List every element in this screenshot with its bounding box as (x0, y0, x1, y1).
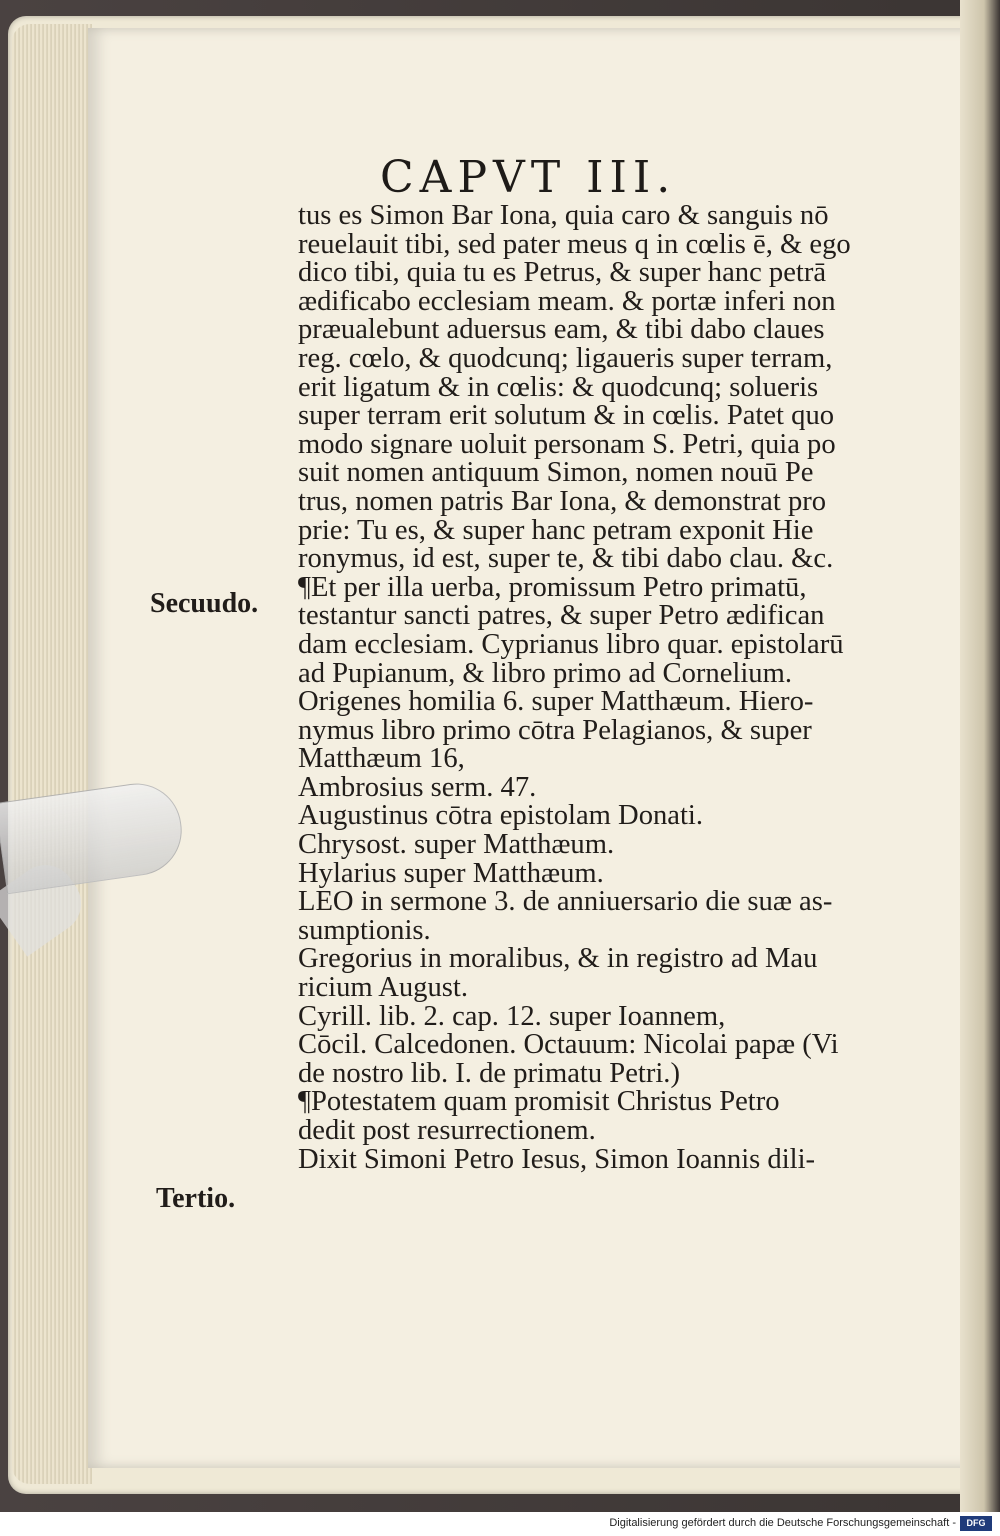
text-line: ad Pupianum, & libro primo ad Cornelium. (298, 659, 792, 689)
text-line: trus, nomen patris Bar Iona, & demonstrat pro (298, 487, 827, 517)
text-line: præualebunt aduersus eam, & tibi dabo claues (298, 316, 825, 345)
text-line: reuelauit tibi, sed pater meus q in cœlis ē, & ego (298, 230, 851, 260)
dfg-logo: DFG (960, 1516, 992, 1531)
text-line: Augustinus cōtra epistolam Donati. (298, 802, 704, 832)
text-line: super terram erit solutum & in cœlis. Patet quo (298, 402, 835, 431)
text-line: dam ecclesiam. Cyprianus libro quar. epistolarū (298, 630, 844, 660)
text-line: de nostro lib. I. de primatu Petri.) (298, 1059, 680, 1089)
text-line: Cōcil. Calcedonen. Octauum: Nicolai papæ (Vi (298, 1031, 839, 1060)
text-line: Chrysost. super Matthæum. (298, 831, 615, 860)
text-line: ædificabo ecclesiam meam. & portæ inferi non (298, 287, 836, 317)
text-line: LEO in sermone 3. de anniuersario die suæ as- (298, 888, 833, 917)
text-line: ricium August. (298, 974, 468, 1003)
text-line: prie: Tu es, & super hanc petram exponit Hie (298, 516, 814, 546)
text-line: testantur sancti patres, & super Petro ædifican (298, 602, 825, 631)
margin-note-secundo: Secuudo. (150, 588, 259, 619)
margin-note-tertio: Tertio. (156, 1183, 236, 1214)
funding-credit: Digitalisierung gefördert durch die Deutsche Forschungsgemeinschaft - (609, 1517, 956, 1529)
text-line: dico tibi, quia tu es Petrus, & super hanc petrā (298, 259, 827, 288)
text-line: Cyrill. lib. 2. cap. 12. super Ioannem, (298, 1002, 726, 1032)
text-line: suit nomen antiquum Simon, nomen nouū Pe (298, 459, 814, 488)
text-line: Dixit Simoni Petro Iesus, Simon Ioannis dili- (298, 1145, 816, 1175)
text-line: Ambrosius serm. 47. (298, 773, 537, 803)
page-edges (12, 24, 92, 1484)
text-line: reg. cœlo, & quodcunq; ligaueris super terram, (298, 344, 833, 374)
text-line: Origenes homilia 6. super Matthæum. Hiero- (298, 688, 814, 717)
page-gutter-right (960, 0, 1000, 1512)
text-line: ronymus, id est, super te, & tibi dabo clau. &c. (298, 545, 834, 574)
text-line: dedit post resurrectionem. (298, 1117, 596, 1146)
text-line: erit ligatum & in cœlis: & quodcunq; solueris (298, 373, 819, 403)
running-head: CAPVT III. (380, 152, 677, 203)
body-text (298, 202, 928, 1174)
text-line: Gregorius in moralibus, & in registro ad Mau (298, 945, 818, 975)
text-line: modo signare uoluit personam S. Petri, quia po (298, 430, 836, 460)
text-line: Matthæum 16, (298, 745, 465, 774)
footer-bar (0, 1512, 1000, 1536)
text-line: nymus libro primo cōtra Pelagianos, & super (298, 716, 812, 746)
text-line: ¶Potestatem quam promisit Christus Petro (298, 1088, 780, 1117)
text-line: ¶Et per illa uerba, promissum Petro primatū, (298, 573, 807, 603)
text-line: tus es Simon Bar Iona, quia caro & sanguis nō (298, 202, 829, 231)
text-line: Hylarius super Matthæum. (298, 859, 604, 889)
text-line: sumptionis. (298, 916, 431, 946)
